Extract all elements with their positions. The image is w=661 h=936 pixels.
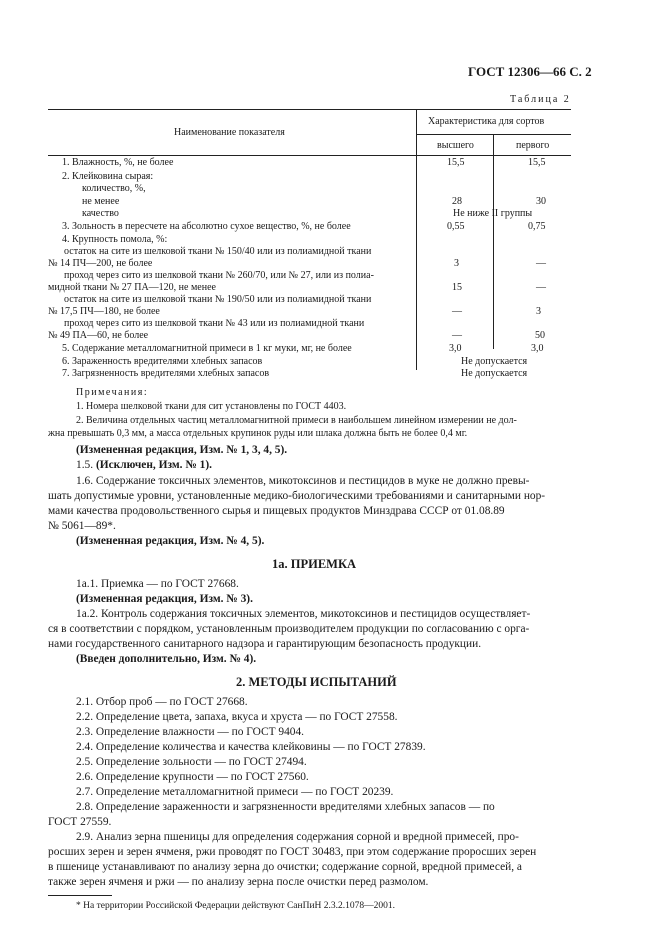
table-col-group: Характеристика для сортов xyxy=(428,116,545,127)
table-subcol-divider xyxy=(493,134,494,349)
method-line: 2.2. Определение цвета, запаха, вкуса и хруста — по ГОСТ 27558. xyxy=(76,711,398,723)
table-row-v1: 0,55 xyxy=(447,221,465,232)
table-row-name: 4. Крупность помола, %: xyxy=(62,234,168,245)
table-row-name: 6. Зараженность вредителями хлебных запасов xyxy=(62,356,263,367)
table-row-v1: Не ниже II группы xyxy=(453,208,533,219)
table-row-name: остаток на сите из шелковой ткани № 190/50 или из полиамидной ткани xyxy=(64,294,372,305)
table-row-name: 2. Клейковина сырая: xyxy=(62,171,154,182)
table-row-name: № 17,5 ПЧ—180, не более xyxy=(48,306,160,317)
paragraph-line: ся в соответствии с порядком, установленным производителем продукции по согласованию с орга- xyxy=(48,623,530,635)
table-row-v1: Не допускается xyxy=(461,356,528,367)
method-line: также зерен ячменя и ржи — по анализу зерна после очистки перед размолом. xyxy=(48,876,429,888)
amendment-note: (Измененная редакция, Изм. № 1, 3, 4, 5). xyxy=(76,444,288,456)
table-row-v2: — xyxy=(536,258,546,269)
section-heading: 1а. ПРИЕМКА xyxy=(272,557,357,571)
page-header: ГОСТ 12306—66 С. 2 xyxy=(468,64,592,79)
clause-1-5 xyxy=(76,459,212,471)
method-line: 2.8. Определение зараженности и загрязненности вредителями хлебных запасов — по xyxy=(76,801,495,813)
table-row-name: 3. Зольность в пересчете на абсолютно сухое вещество, %, не более xyxy=(62,221,351,232)
table-row-v1: 15,5 xyxy=(447,157,465,168)
method-line: 2.5. Определение зольности — по ГОСТ 27494. xyxy=(76,756,307,768)
method-line: в пшенице устанавливают по анализу зерна до очистки; содержание сорной, вредной примесей, а xyxy=(48,861,522,873)
note-2b: жна превышать 0,3 мм, а масса отдельных крупинок руды или шлака должна быть не более 0,4 мг. xyxy=(48,428,468,439)
note-1: 1. Номера шелковой ткани для сит установлены по ГОСТ 4403. xyxy=(76,401,347,412)
paragraph-line: мами качества продовольственного сырья и пищевых продуктов Минздрава СССР от 01.08.89 xyxy=(48,505,505,517)
table-row-v2: 50 xyxy=(535,330,545,341)
method-line: ГОСТ 27559. xyxy=(48,816,112,828)
method-line: 2.1. Отбор проб — по ГОСТ 27668. xyxy=(76,696,248,708)
method-line: 2.3. Определение влажности — по ГОСТ 9404. xyxy=(76,726,305,738)
table-row-name: 1. Влажность, %, не более xyxy=(62,157,174,168)
method-line: 2.7. Определение металломагнитной примеси — по ГОСТ 20239. xyxy=(76,786,394,798)
table-group-rule xyxy=(416,134,571,135)
clause-number: 1.5. xyxy=(76,459,96,471)
table-row-name: остаток на сите из шелковой ткани № 150/40 или из полиамидной ткани xyxy=(64,246,372,257)
section-heading: 2. МЕТОДЫ ИСПЫТАНИЙ xyxy=(236,675,397,689)
table-caption: Таблица 2 xyxy=(510,94,571,105)
table-row-v2: 3,0 xyxy=(531,343,544,354)
table-row-v1: 28 xyxy=(452,196,462,207)
notes-title: Примечания: xyxy=(76,387,149,398)
table-row-name: количество, %, xyxy=(82,183,146,194)
table-row-v1: 15 xyxy=(452,282,462,293)
table-row-v1: Не допускается xyxy=(461,368,528,379)
table-row-name: 5. Содержание металломагнитной примеси в 1 кг муки, мг, не более xyxy=(62,343,352,354)
method-line: 2.6. Определение крупности — по ГОСТ 27560. xyxy=(76,771,309,783)
method-line: 2.4. Определение количества и качества клейковины — по ГОСТ 27839. xyxy=(76,741,426,753)
paragraph-line: № 5061—89*. xyxy=(48,520,116,532)
paragraph-line: 1а.2. Контроль содержания токсичных элементов, микотоксинов и пестицидов осуществляет- xyxy=(76,608,531,620)
table-row-name: мидной ткани № 27 ПА—120, не менее xyxy=(48,282,216,293)
amendment-note: (Измененная редакция, Изм. № 4, 5). xyxy=(76,535,265,547)
note-2a: 2. Величина отдельных частиц металломагнитной примеси в наибольшем линейном измерении не дол- xyxy=(76,415,517,426)
paragraph-line: 1.6. Содержание токсичных элементов, микотоксинов и пестицидов в муке не должно превы- xyxy=(76,475,530,487)
table-col-first: первого xyxy=(516,140,550,151)
clause-status: (Исключен, Изм. № 1). xyxy=(95,459,212,471)
table-row-v1: 3 xyxy=(454,258,459,269)
table-col-top: высшего xyxy=(437,140,474,151)
table-row-v2: 15,5 xyxy=(528,157,546,168)
table-row-v2: 3 xyxy=(536,306,541,317)
table-row-name: № 49 ПА—60, не более xyxy=(48,330,149,341)
method-line: росших зерен и зерен ячменя, ржи проводят по ГОСТ 30483, при этом содержание проросших зерен xyxy=(48,846,537,858)
table-col-name: Наименование показателя xyxy=(174,127,285,138)
table-row-v1: — xyxy=(452,306,462,317)
method-line: 2.9. Анализ зерна пшеницы для определения содержания сорной и вредной примесей, про- xyxy=(76,831,519,843)
table-row-v2: — xyxy=(536,282,546,293)
paragraph-line: шать допустимые уровни, установленные медико-биологическими требованиями и санитарными нор- xyxy=(48,490,546,502)
table-row-v2: 30 xyxy=(536,196,546,207)
amendment-note: (Измененная редакция, Изм. № 3). xyxy=(76,593,253,605)
table-row-name: не менее xyxy=(82,196,120,207)
table-row-name: проход через сито из шелковой ткани № 43 или из полиамидной ткани xyxy=(64,318,365,329)
table-row-name: качество xyxy=(82,208,119,219)
table-top-rule xyxy=(48,109,571,110)
footnote-rule xyxy=(48,895,112,896)
table-row-v2: 0,75 xyxy=(528,221,546,232)
paragraph-line: 1а.1. Приемка — по ГОСТ 27668. xyxy=(76,578,239,590)
table-col-divider xyxy=(416,109,417,370)
footnote: * На территории Российской Федерации действуют СанПиН 2.3.2.1078—2001. xyxy=(76,901,396,911)
table-row-name: проход через сито из шелковой ткани № 260/70, или № 27, или из полиа- xyxy=(64,270,374,281)
amendment-note: (Введен дополнительно, Изм. № 4). xyxy=(76,653,257,665)
table-row-v1: 3,0 xyxy=(449,343,462,354)
table-row-name: № 14 ПЧ—200, не более xyxy=(48,258,153,269)
paragraph-line: нами государственного санитарного надзора и гарантирующим безопасность продукции. xyxy=(48,638,482,650)
table-row-v1: — xyxy=(452,330,462,341)
table-row-name: 7. Загрязненность вредителями хлебных запасов xyxy=(62,368,270,379)
